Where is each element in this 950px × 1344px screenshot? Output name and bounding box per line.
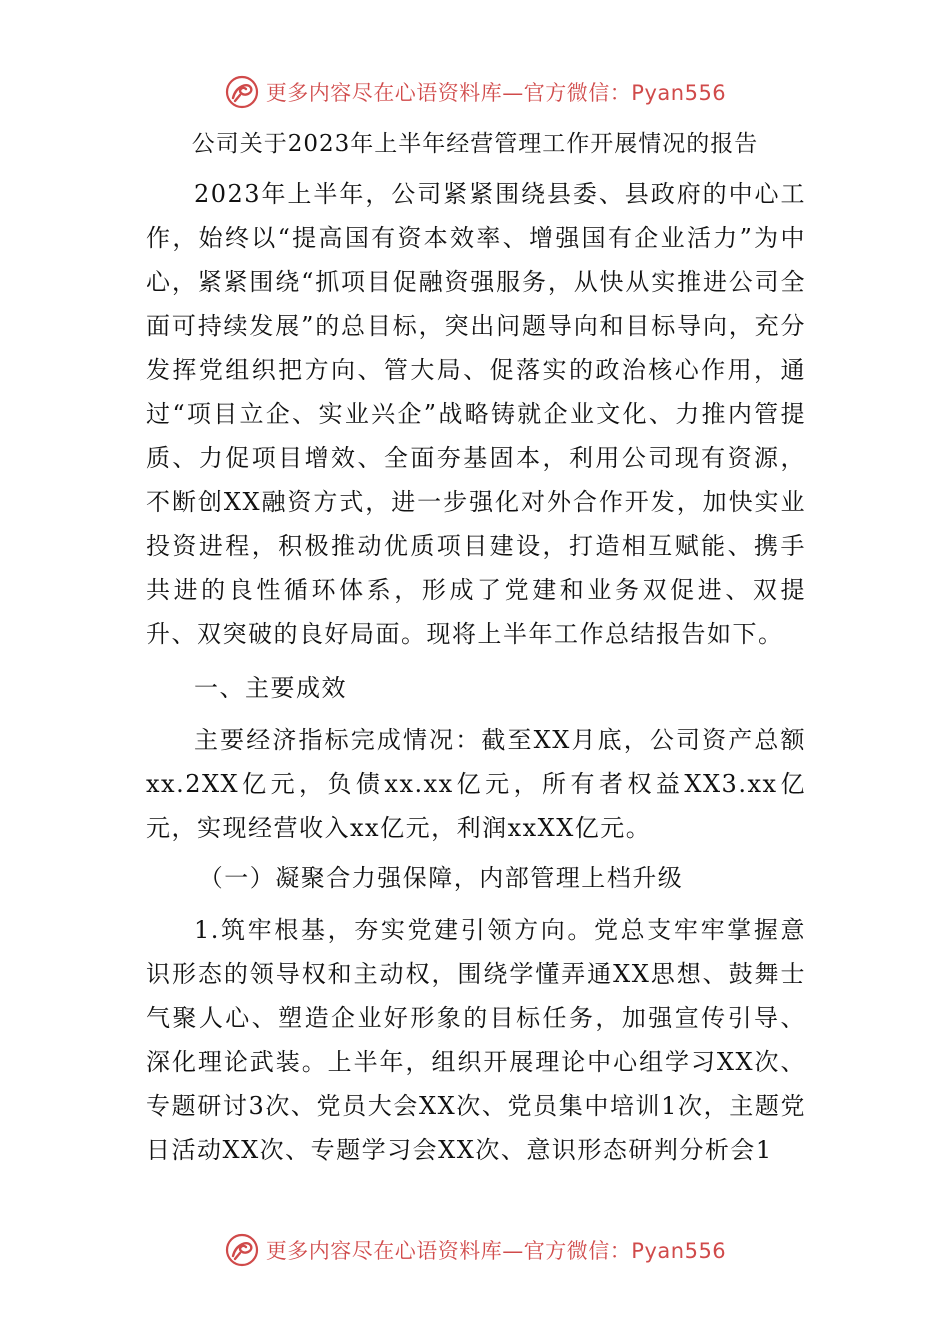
- document-title: 公司关于2023年上半年经营管理工作开展情况的报告: [191, 131, 759, 157]
- item-paragraph: 1.筑牢根基，夯实党建引领方向。党总支牢牢掌握意识形态的领导权和主动权，围绕学懂弄通XX思想、鼓舞士气聚人心、塑造企业好形象的目标任务，加强宣传引导、深化理论武装。上半年，组织开展理论中心组学习XX次、专题研讨3次、党员大会XX次、党员集中培训1次，主题党日活动XX次、专题学习会XX次、意识形态研判分析会1: [146, 916, 806, 1164]
- subsection-heading: （一）凝聚合力强保障，内部管理上档升级: [198, 864, 684, 892]
- swirl-logo-icon: [224, 1232, 260, 1268]
- watermark-text: 更多内容尽在心语资料库—官方微信：Pyan556: [265, 1239, 727, 1263]
- indicators-paragraph: 主要经济指标完成情况：截至XX月底，公司资产总额xx.2XX亿元，负债xx.xx亿元，所有者权益XX3.xx亿元，实现经营收入xx亿元，利润xxXX亿元。: [146, 726, 806, 842]
- watermark-banner-bottom: [0, 1226, 950, 1274]
- swirl-logo-icon: [224, 74, 260, 110]
- watermark-banner-top: [0, 68, 950, 116]
- watermark-text: 更多内容尽在心语资料库—官方微信：Pyan556: [265, 81, 727, 105]
- intro-paragraph: 2023年上半年，公司紧紧围绕县委、县政府的中心工作，始终以“提高国有资本效率、增强国有企业活力”为中心，紧紧围绕“抓项目促融资强服务，从快从实推进公司全面可持续发展”的总目标，突出问题导向和目标导向，充分发挥党组织把方向、管大局、促落实的政治核心作用，通过“项目立企、实业兴企”战略铸就企业文化、力推内管提质、力促项目增效、全面夯基固本，利用公司现有资源，不断创XX融资方式，进一步强化对外合作开发，加快实业投资进程，积极推动优质项目建设，打造相互赋能、携手共进的良性循环体系，形成了党建和业务双促进、双提升、双突破的良好局面。现将上半年工作总结报告如下。: [146, 180, 806, 648]
- document-body: [146, 172, 806, 1172]
- section-heading: 一、主要成效: [194, 674, 347, 702]
